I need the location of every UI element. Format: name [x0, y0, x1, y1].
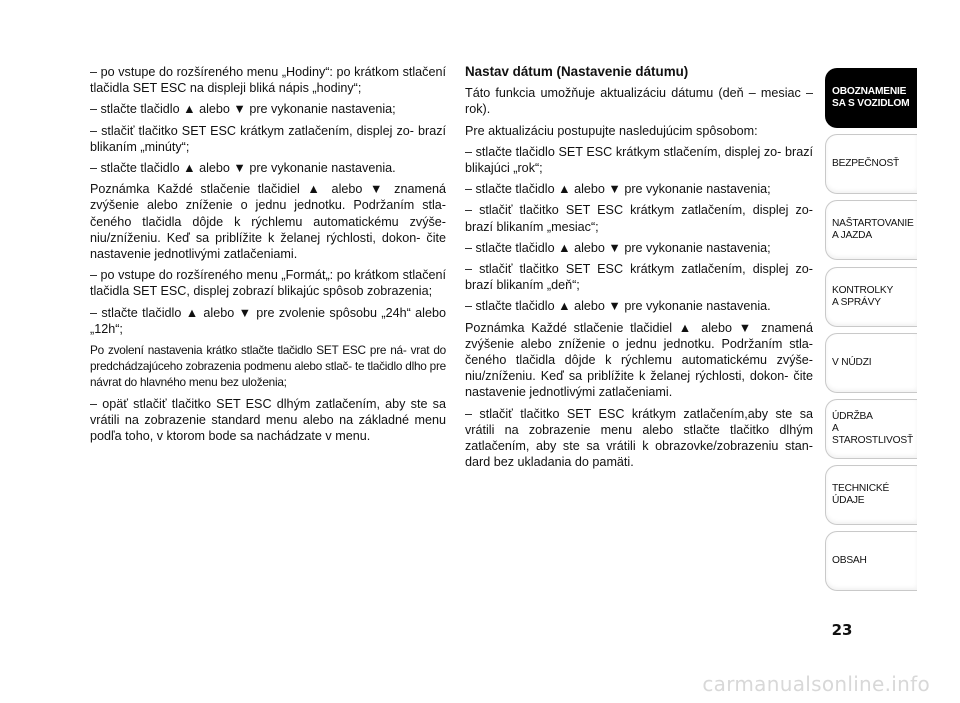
paragraph: – stlačiť tlačitko SET ESC krátkym zatlačením, displej zo- brazí blikaním „mesiac“; — [465, 203, 813, 234]
tab-nastartovanie[interactable]: NAŠTARTOVANIE A JAZDA — [825, 200, 917, 260]
right-text-column — [465, 64, 813, 475]
page-number: 23 — [831, 621, 853, 639]
paragraph: – stlačiť tlačitko SET ESC krátkym zatlačením,aby ste sa vrátili na zobrazenie menu alebo stlačte tlačitko dlhým zatlačením, aby ste sa vrátili k obrazovke/zobrazeniu stan- dard bez ukladania do pamäti. — [465, 406, 813, 470]
paragraph: – stlačte tlačidlo ▲ alebo ▼ pre vykonanie nastavenia; — [465, 182, 771, 197]
tab-bezpecnost[interactable]: BEZPEČNOSŤ — [825, 134, 917, 194]
section-heading: Nastav dátum (Nastavenie dátumu) — [465, 64, 689, 79]
chapter-tabs — [825, 68, 917, 598]
paragraph: Pre aktualizáciu postupujte nasledujúcim spôsobom: — [465, 123, 758, 138]
paragraph: – po vstupe do rozšíreného menu „Formát„: po krátkom stlačení tlačidla SET ESC, displej zobrazí blikajúc spôsob zobrazenia; — [90, 268, 446, 299]
paragraph: – stlačiť tlačitko SET ESC krátkym zatlačením, displej zo- brazí blikaním „deň“; — [465, 262, 813, 293]
tab-technicke-udaje[interactable]: TECHNICKÉ ÚDAJE — [825, 465, 917, 525]
tab-v-nudzi[interactable]: V NÚDZI — [825, 333, 917, 393]
paragraph: – po vstupe do rozšíreného menu „Hodiny“: po krátkom stlačení tlačidla SET ESC na displeji bliká nápis „hodiny“; — [90, 65, 446, 96]
paragraph: – stlačte tlačidlo SET ESC krátkym stlačením, displej zo- brazí blikajúci „rok“; — [465, 144, 813, 176]
tab-obsah[interactable]: OBSAH — [825, 531, 917, 591]
paragraph: – opäť stlačiť tlačitko SET ESC dlhým zatlačením, aby ste sa vrátili na zobrazenie standard menu alebo na základné menu podľa toho, v ktorom bode sa nachádzate v menu. — [90, 396, 446, 444]
paragraph: – stlačte tlačidlo ▲ alebo ▼ pre vykonanie nastavenia; — [465, 240, 771, 255]
paragraph: – stlačte tlačidlo ▲ alebo ▼ pre vykonanie nastavenia. — [90, 161, 396, 176]
watermark: carmanualsonline.info — [702, 672, 930, 696]
paragraph: – stlačte tlačidlo ▲ alebo ▼ pre vykonanie nastavenia. — [465, 299, 771, 314]
paragraph: Po zvolení nastavenia krátko stlačte tlačidlo SET ESC pre ná- vrat do predchádzajúceho zobrazenia podmenu alebo stlač- te tlačidlo dlho pre návrat do hlavného menu bez uloženia; — [90, 343, 446, 390]
paragraph: – stlačte tlačidlo ▲ alebo ▼ pre zvolenie spôsobu „24h“ alebo „12h“; — [90, 305, 446, 336]
note-paragraph: Poznámka Každé stlačenie tlačidiel ▲ alebo ▼ znamená zvýšenie alebo zníženie o jednu jednotku. Podržaním stla- čeného tlačidla dôjde k rýchlemu automatickému zvýše- niu/zníženiu. Keď sa priblížite k želanej rýchlosti, dokon- čite nastavenie jednotlivými zatlačeniami. — [90, 182, 446, 262]
tab-udrzba[interactable]: ÚDRŽBA A STAROSTLIVOSŤ — [825, 399, 917, 459]
paragraph: Táto funkcia umožňuje aktualizáciu dátumu (deň – mesiac – rok). — [465, 86, 813, 117]
paragraph: – stlačte tlačidlo ▲ alebo ▼ pre vykonanie nastavenia; — [90, 102, 396, 117]
left-text-column — [90, 64, 446, 449]
note-paragraph: Poznámka Každé stlačenie tlačidiel ▲ alebo ▼ znamená zvýšenie alebo zníženie o jednu jednotku. Podržaním stla- čeného tlačidla dôjde k rýchlemu automatickému zvýše- niu/zníženiu. Keď sa priblížite k želanej rýchlosti, dokon- čite nastavenie jednotlivými zatlačeniami. — [465, 320, 813, 400]
tab-oboznamenie[interactable]: OBOZNAMENIE SA S VOZIDLOM — [825, 68, 917, 128]
tab-kontrolky[interactable]: KONTROLKY A SPRÁVY — [825, 267, 917, 327]
paragraph: – stlačiť tlačitko SET ESC krátkym zatlačením, displej zo- brazí blikaním „minúty“; — [90, 123, 446, 154]
